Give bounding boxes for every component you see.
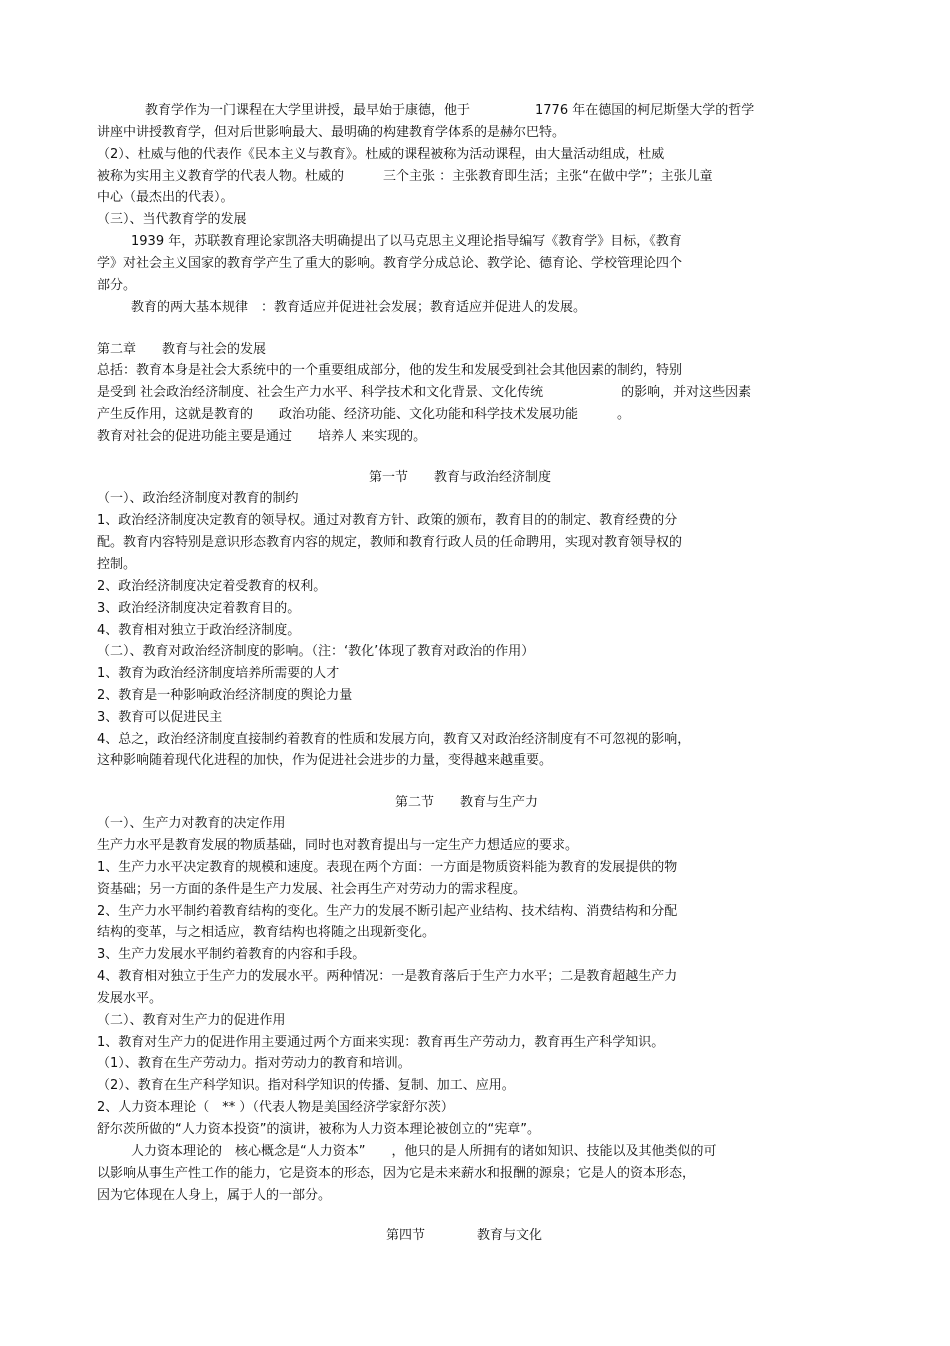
text-line: 2、政治经济制度决定着受教育的权利。 [97,579,327,594]
text-line: 学》对社会主义国家的教育学产生了重大的影响。教育学分成总论、教学论、德育论、学校管理论四个 [97,256,683,271]
text-line: 结构的变革，与之相适应，教育结构也将随之出现新变化。 [97,925,436,940]
text-line: 部分。 [97,278,137,293]
text-line: （一）、生产力对教育的决定作用 [97,816,286,831]
text-line: （2）、教育在生产科学知识。指对科学知识的传播、复制、加工、应用。 [97,1078,515,1093]
text-line: （二）、教育对生产力的促进作用 [97,1013,286,1028]
text-line: 资基础；另一方面的条件是生产力发展、社会再生产对劳动力的需求程度。 [97,882,527,897]
section-heading: 第二节 教育与生产力 [395,795,539,810]
text-line: （一）、政治经济制度对教育的制约 [97,491,299,506]
text-line: 以影响从事生产性工作的能力，它是资本的形态，因为它是未来薪水和报酬的源泉；它是人的资本形态， [97,1166,696,1181]
text-line: （2）、杜威与他的代表作《民本主义与教育》。杜威的课程被称为活动课程，由大量活动组成，杜威 [97,147,665,162]
text-line: （二）、教育对政治经济制度的影响。（注：‘教化’体现了教育对政治的作用） [97,644,535,659]
text-line: 教育对社会的促进功能主要是通过 培养人 来实现的。 [97,429,427,444]
text-line: 4、教育相对独立于政治经济制度。 [97,623,301,638]
text-line: 2、人力资本理论（ ** ）（代表人物是美国经济学家舒尔茨） [97,1100,454,1115]
text-line: 1、政治经济制度决定教育的领导权。通过对教育方针、政策的颁布，教育目的的制定、教育经费的分 [97,513,678,528]
text-line: 3、生产力发展水平制约着教育的内容和手段。 [97,947,366,962]
text-line: 2、教育是一种影响政治经济制度的舆论力量 [97,688,353,703]
text-line: 1、教育对生产力的促进作用主要通过两个方面来实现：教育再生产劳动力，教育再生产科学知识。 [97,1035,665,1050]
text-line: 被称为实用主义教育学的代表人物。杜威的 三个主张 ：主张教育即生活；主张“在做中学”；主张儿童 [97,169,713,184]
text-line: 是受到 社会政治经济制度、社会生产力水平、科学技术和文化背景、文化传统 的影响，并对这些因素 [97,385,752,400]
text-line: （三）、当代教育学的发展 [97,212,247,227]
text-line: 4、教育相对独立于生产力的发展水平。两种情况：一是教育落后于生产力水平；二是教育超越生产力 [97,969,678,984]
text-line: 总括：教育本身是社会大系统中的一个重要组成部分，他的发生和发展受到社会其他因素的制约，特别 [97,363,683,378]
text-line: 配。教育内容特别是意识形态教育内容的规定，教师和教育行政人员的任命聘用，实现对教育领导权的 [97,535,683,550]
text-line: 生产力水平是教育发展的物质基础，同时也对教育提出与一定生产力想适应的要求。 [97,838,579,853]
text-line: 讲座中讲授教育学，但对后世影响最大、最明确的构建教育学体系的是赫尔巴特。 [97,125,566,140]
text-line: 发展水平。 [97,991,163,1006]
section-heading: 第四节 教育与文化 [386,1228,543,1243]
text-line: （1）、教育在生产劳动力。指对劳动力的教育和培训。 [97,1056,411,1071]
text-line: 人力资本理论的 核心概念是“人力资本” ，他只的是人所拥有的诸如知识、技能以及其他类似的可 [131,1144,717,1159]
text-line: 教育的两大基本规律 ：教育适应并促进社会发展；教育适应并促进人的发展。 [131,300,587,315]
text-line: 4、总之，政治经济制度直接制约着教育的性质和发展方向，教育又对政治经济制度有不可忽视的影响， [97,732,691,747]
text-line: 中心（最杰出的代表）。 [97,190,234,205]
text-line: 1、教育为政治经济制度培养所需要的人才 [97,666,340,681]
text-line: 1939 年，苏联教育理论家凯洛夫明确提出了以马克思主义理论指导编写《教育学》目标，《教育 [131,234,682,249]
text-line: 1、生产力水平决定教育的规模和速度。表现在两个方面：一方面是物质资料能为教育的发展提供的物 [97,860,678,875]
text-line: 教育学作为一门课程在大学里讲授，最早始于康德，他于 1776 年在德国的柯尼斯堡大学的哲学 [145,103,755,118]
text-line: 2、生产力水平制约着教育结构的变化。生产力的发展不断引起产业结构、技术结构、消费结构和分配 [97,904,678,919]
text-line: 因为它体现在人身上，属于人的一部分。 [97,1188,332,1203]
text-line: 舒尔茨所做的“人力资本投资”的演讲，被称为人力资本理论被创立的“宪章”。 [97,1122,540,1137]
text-line: 控制。 [97,557,137,572]
text-line: 3、政治经济制度决定着教育目的。 [97,601,301,616]
chapter-heading: 第二章 教育与社会的发展 [97,342,267,357]
section-heading: 第一节 教育与政治经济制度 [369,470,552,485]
text-line: 产生反作用，这就是教育的 政治功能、经济功能、文化功能和科学技术发展功能 。 [97,407,631,422]
text-line: 这种影响随着现代化进程的加快，作为促进社会进步的力量，变得越来越重要。 [97,753,553,768]
text-line: 3、教育可以促进民主 [97,710,223,725]
